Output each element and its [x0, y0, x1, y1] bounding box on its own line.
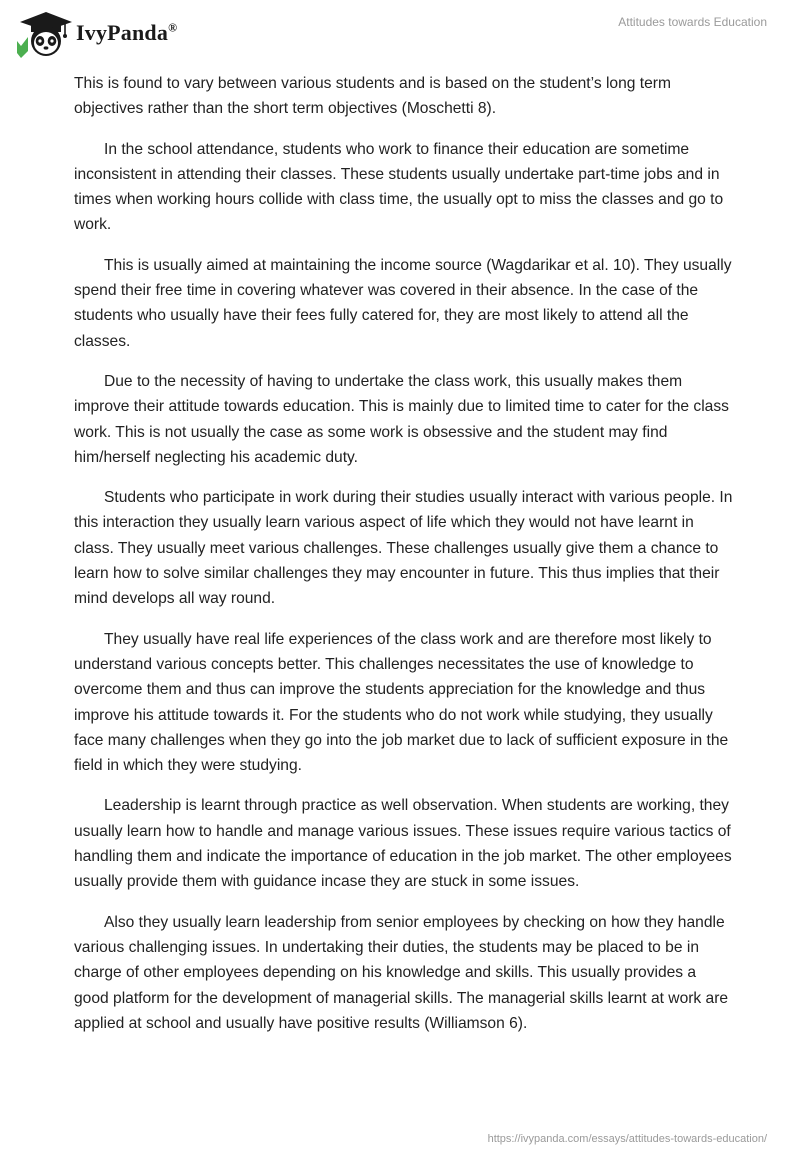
paragraph: They usually have real life experiences of the class work and are therefore most likely to understand various concepts better. This challenges necessitates the use of knowledge to overcome them and thus can improve the students appreciation for the knowledge and thus improve his attitude towards it. For the students who do not work while studying, they usually face many challenges when they go into the job market due to lack of sufficient exposure in the field in which they were studying. [74, 630, 729, 775]
paragraph: In the school attendance, students who work to finance their education are sometime inconsistent in attending their classes. These students usually undertake part-time jobs and in times when working hours collide with class time, the usually opt to miss the classes and go to work. [74, 140, 724, 234]
paragraph: Also they usually learn leadership from senior employees by checking on how they handle various challenging issues. In undertaking their duties, the students may be placed to be in charge of other employees depending on his knowledge and skills. This usually provides a good platform for the development of managerial skills. The managerial skills learnt at work are applied at school and usually have positive results (Williamson 6). [74, 913, 729, 1032]
brand-text: IvyPanda [76, 20, 169, 45]
source-url-link[interactable]: https://ivypanda.com/essays/attitudes-towards-education/ [487, 1133, 767, 1145]
paragraph: This is found to vary between various students and is based on the student’s long term objectives rather than the short term objectives (Moschetti 8). [74, 75, 671, 118]
essay-body [74, 71, 734, 1051]
panda-graduation-cap-logo-icon [14, 8, 72, 58]
page-header [0, 0, 800, 70]
paragraph: Leadership is learnt through practice as well observation. When students are working, they usually learn how to handle and manage various issues. These issues require various tactics of handling them and indicate the importance of education in the job market. The other employees usually provide them with guidance incase they are stuck in some issues. [74, 797, 732, 891]
brand-name [76, 20, 177, 46]
running-title: Attitudes towards Education [618, 15, 767, 29]
paragraph: Students who participate in work during their studies usually interact with various people. In this interaction they usually learn various aspect of life which they would not have learnt in class. They usually meet various challenges. These challenges usually give them a chance to learn how to solve similar challenges they may encounter in future. This thus implies that their mind develops all way round. [74, 489, 733, 608]
ivypanda-logo[interactable] [14, 8, 177, 58]
paragraph: Due to the necessity of having to undertake the class work, this usually makes them improve their attitude towards education. This is mainly due to limited time to cater for the class work. This is not usually the case as some work is obsessive and the student may find him/herself neglecting his academic duty. [74, 372, 729, 466]
paragraph: This is usually aimed at maintaining the income source (Wagdarikar et al. 10). They usually spend their free time in covering whatever was covered in their absence. In the case of the students who usually have their fees fully catered for, they are most likely to attend all the classes. [74, 256, 732, 350]
registered-mark: ® [168, 20, 178, 35]
